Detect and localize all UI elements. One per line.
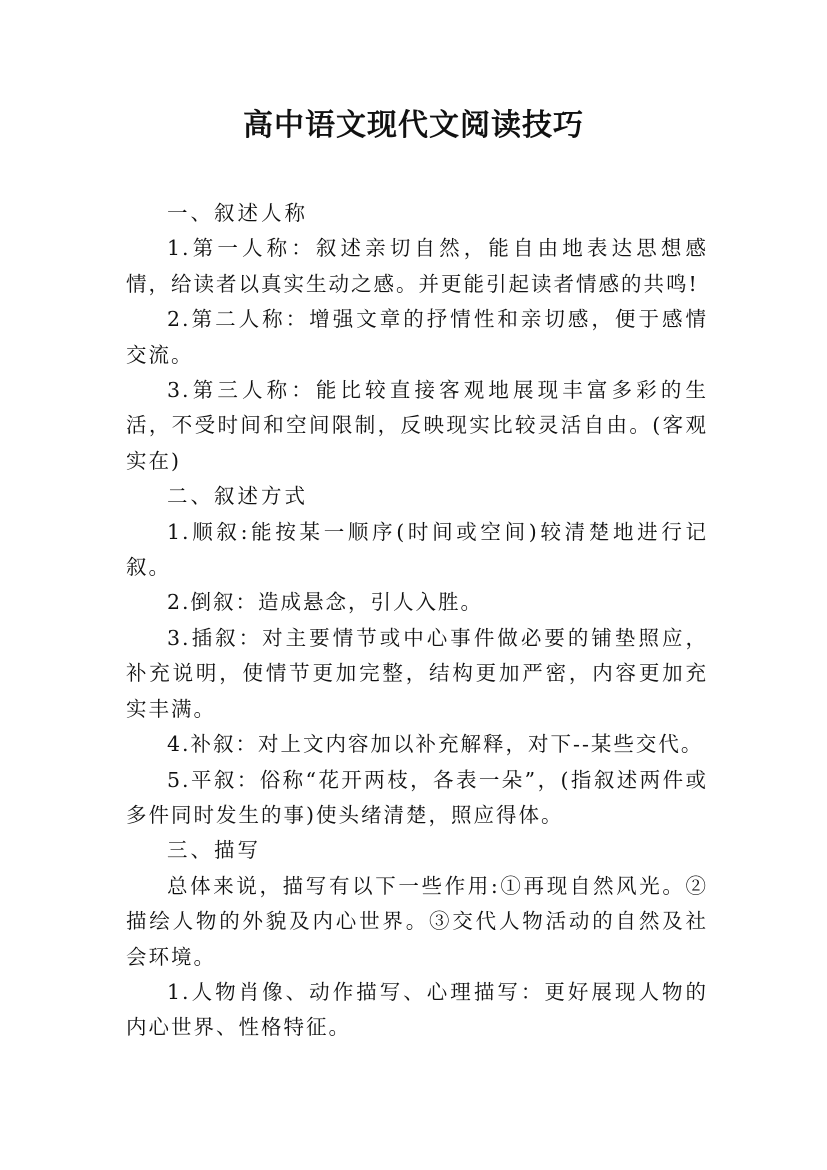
paragraph: 3.插叙：对主要情节或中心事件做必要的铺垫照应，补充说明，使情节更加完整，结构更加严密，内容更加充实丰满。 (126, 625, 708, 721)
section-heading: 二、叙述方式 (167, 484, 308, 509)
document-body (126, 196, 708, 1046)
section-heading: 一、叙述人称 (167, 201, 308, 225)
paragraph: 1.顺叙:能按某一顺序(时间或空间)较清楚地进行记叙。 (126, 519, 708, 580)
paragraph: 4.补叙：对上文内容加以补充解释，对下--某些交代。 (167, 732, 704, 757)
paragraph: 2.倒叙：造成悬念，引人入胜。 (167, 590, 484, 615)
paragraph: 2.第二人称：增强文章的抒情性和亲切感，便于感情交流。 (126, 307, 708, 367)
paragraph: 1.第一人称：叙述亲切自然，能自由地表达思想感情，给读者以真实生动之感。并更能引起读者情感的共鸣! (126, 236, 708, 296)
paragraph: 5.平叙：俗称“花开两枝，各表一朵”，(指叙述两件或多件同时发生的事)使头绪清楚，照应得体。 (126, 767, 708, 827)
paragraph: 3.第三人称：能比较直接客观地展现丰富多彩的生活，不受时间和空间限制，反映现实比较灵活自由。(客观实在) (126, 378, 708, 473)
paragraph: 1.人物肖像、动作描写、心理描写：更好展现人物的内心世界、性格特征。 (126, 979, 708, 1040)
section-heading: 三、描写 (167, 838, 261, 863)
paragraph: 总体来说，描写有以下一些作用:①再现自然风光。②描绘人物的外貌及内心世界。③交代人物活动的自然及社会环境。 (126, 873, 708, 969)
document-title: 高中语文现代文阅读技巧 (243, 108, 584, 143)
